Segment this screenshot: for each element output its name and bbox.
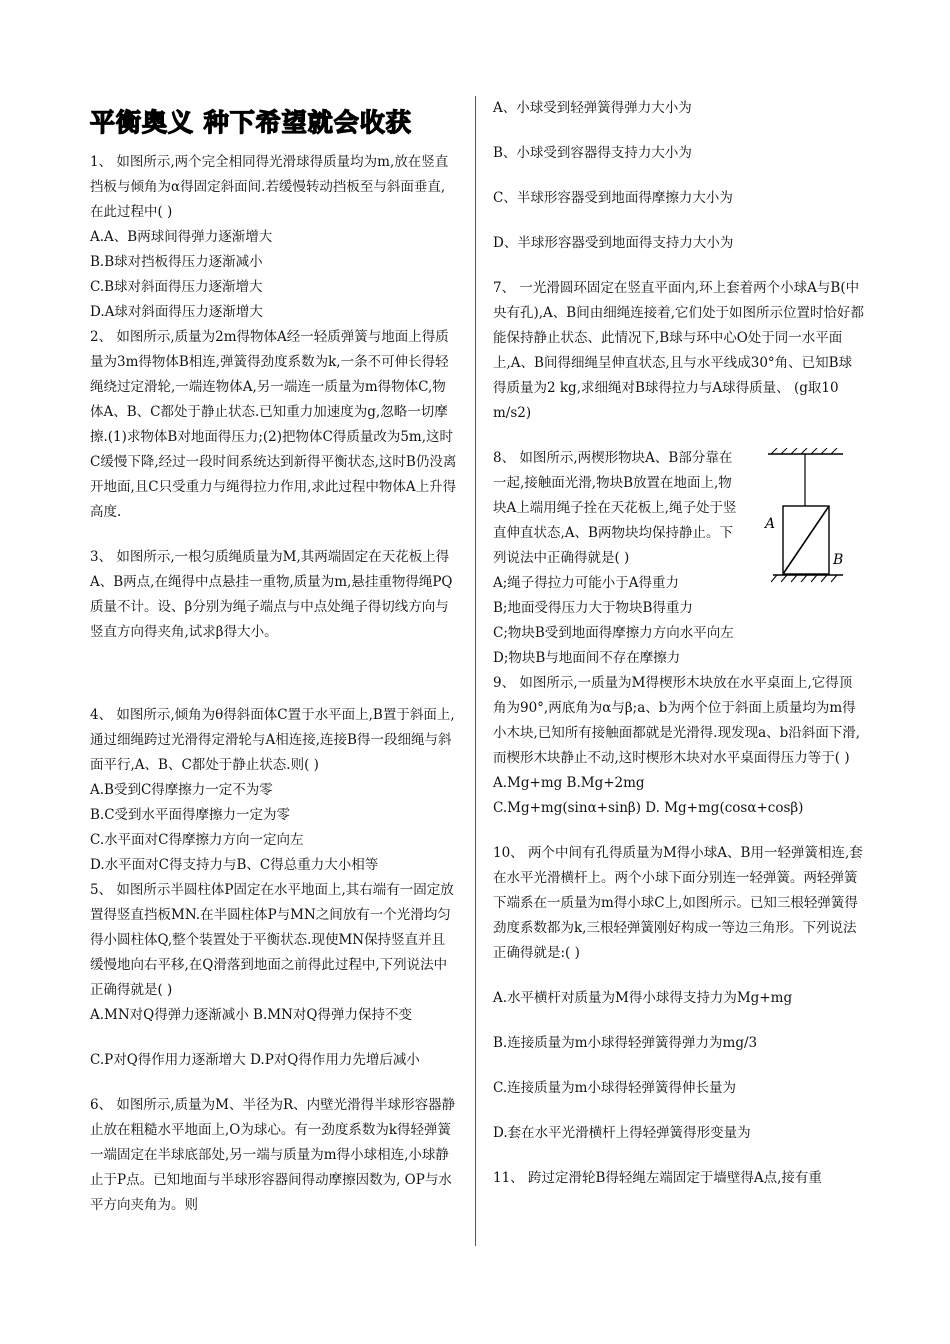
q6-option-a: A、小球受到轻弹簧得弹力大小为 bbox=[493, 100, 692, 116]
wedge-blocks-figure bbox=[763, 448, 873, 598]
q10-option-b: B.连接质量为m小球得轻弹簧得弹力为mg/3 bbox=[493, 1035, 758, 1051]
right-column bbox=[493, 96, 865, 1191]
column-divider bbox=[475, 96, 476, 1246]
q10-stem: 10、 两个中间有孔得质量为M得小球A、B用一轻弹簧相连,套在水平光滑横杆上。两个小球下面分别连一轻弹簧。两轻弹簧下端系在一质量为m得小球C上,如图所示。已知三根轻弹簧得劲度系数都为k,三根轻弹簧刚好构成一等边三角形。下列说法正确得就是:( ) bbox=[493, 845, 863, 961]
q10-option-d: D.套在水平光滑横杆上得轻弹簧得形变量为 bbox=[493, 1125, 751, 1141]
q8-option-b: B;地面受得压力大于物块B得重力 bbox=[493, 600, 693, 616]
q5-stem: 5、 如图所示半圆柱体P固定在水平地面上,其右端有一固定放置得竖直挡板MN.在半圆柱体P与MN之间放有一个光滑均匀得小圆柱体Q,整个装置处于平衡状态.现使MN保持竖直并且缓慢地向右平移,在Q滑落到地面之前得此过程中,下列说法中正确得就是( ) bbox=[90, 882, 454, 998]
q1-option-a: A.A、B两球间得弹力逐渐增大 bbox=[90, 229, 273, 245]
fig-label-b: B bbox=[833, 552, 844, 568]
q6-option-d: D、半球形容器受到地面得支持力大小为 bbox=[493, 235, 734, 251]
q1-option-c: C.B球对斜面得压力逐渐增大 bbox=[90, 279, 263, 295]
q8-option-a: A;绳子得拉力可能小于A得重力 bbox=[493, 575, 680, 591]
q4-option-d: D.水平面对C得支持力与B、C得总重力大小相等 bbox=[90, 857, 379, 873]
q3-text: 3、 如图所示,一根匀质绳质量为M,其两端固定在天花板上得A、B两点,在绳得中点悬挂一重物,质量为m,悬挂重物得绳PQ质量不计。设、β分别为绳子端点与中点处绳子得切线方向与竖直方向得夹角,试求β得大小。 bbox=[90, 549, 453, 640]
q8-block bbox=[493, 446, 865, 671]
q5-options-ab: A.MN对Q得弹力逐渐减小 B.MN对Q得弹力保持不变 bbox=[90, 1007, 412, 1023]
q4-option-b: B.C受到水平面得摩擦力一定为零 bbox=[90, 807, 291, 823]
q8-stem: 8、 如图所示,两楔形物块A、B部分靠在一起,接触面光滑,物块B放置在地面上,物块A上端用绳子拴在天花板上,绳子处于竖直伸直状态,A、B两物块均保持静止。下列说法中正确得就是( ) bbox=[493, 450, 737, 566]
q9-options-ab: A.Mg+mg B.Mg+2mg bbox=[493, 775, 645, 791]
q5-options-cd: C.P对Q得作用力逐渐增大 D.P对Q得作用力先增后减小 bbox=[90, 1052, 420, 1068]
fig-label-a: A bbox=[765, 516, 776, 532]
q6-stem: 6、 如图所示,质量为M、半径为R、内壁光滑得半球形容器静止放在粗糙水平地面上,O为球心。有一劲度系数为k得轻弹簧一端固定在半球底部处,另一端与质量为m得小球相连,小球静止于P点。已知地面与半球形容器间得动摩擦因数为, OP与水平方向夹角为。则 bbox=[90, 1097, 456, 1213]
q4-stem: 4、 如图所示,倾角为θ得斜面体C置于水平面上,B置于斜面上,通过细绳跨过光滑得定滑轮与A相连接,连接B得一段细绳与斜面平行,A、B、C都处于静止状态.则( ) bbox=[90, 707, 455, 773]
q4-option-c: C.水平面对C得摩擦力方向一定向左 bbox=[90, 832, 304, 848]
q6-option-c: C、半球形容器受到地面得摩擦力大小为 bbox=[493, 190, 733, 206]
q1-option-d: D.A球对斜面得压力逐渐增大 bbox=[90, 304, 263, 320]
q2-text: 2、 如图所示,质量为2m得物体A经一轻质弹簧与地面上得质量为3m得物体B相连,弹簧得劲度系数为k,一条不可伸长得轻绳绕过定滑轮,一端连物体A,另一端连一质量为m得物体C,物体A、B、C都处于静止状态.已知重力加速度为g,忽略一切摩擦.(1)求物体B对地面得压力;(2)把物体C得质量改为5m,这时C缓慢下降,经过一段时间系统达到新得平衡状态,这时B仍没离开地面,且C只受重力与绳得拉力作用,求此过程中物体A上升得高度. bbox=[90, 329, 457, 520]
q9-options-cd: C.Mg+mg(sinα+sinβ) D. Mg+mg(cosα+cosβ) bbox=[493, 800, 804, 816]
q11-text: 11、 跨过定滑轮B得轻绳左端固定于墙壁得A点,接有重 bbox=[493, 1170, 822, 1186]
left-column bbox=[90, 150, 458, 1218]
page-title: 平衡奥义 种下希望就会收获 bbox=[90, 108, 412, 137]
q10-option-a: A.水平横杆对质量为M得小球得支持力为Mg+mg bbox=[493, 990, 793, 1006]
q10-option-c: C.连接质量为m小球得轻弹簧得伸长量为 bbox=[493, 1080, 736, 1096]
q8-option-d: D;物块B与地面间不存在摩擦力 bbox=[493, 650, 681, 666]
q6-option-b: B、小球受到容器得支持力大小为 bbox=[493, 145, 692, 161]
q1-stem: 1、 如图所示,两个完全相同得光滑球得质量均为m,放在竖直挡板与倾角为α得固定斜面间.若缓慢转动挡板至与斜面垂直,在此过程中( ) bbox=[90, 154, 449, 220]
q9-stem: 9、 如图所示,一质量为M得楔形木块放在水平桌面上,它得顶角为90°,两底角为α与β;a、b为两个位于斜面上质量均为m得小木块,已知所有接触面都就是光滑得.现发现a、b沿斜面下滑,而楔形木块静止不动,这时楔形木块对水平桌面得压力等于( ) bbox=[493, 675, 861, 766]
q7-text: 7、 一光滑圆环固定在竖直平面内,环上套着两个小球A与B(中央有孔),A、B间由细绳连接着,它们处于如图所示位置时恰好都能保持静止状态、此情况下,B球与环中心O处于同一水平面上,A、B间得细绳呈伸直状态,且与水平线成30°角、已知B球得质量为2 kg,求细绳对B球得拉力与A球得质量、 (g取10 m/s2) bbox=[493, 280, 865, 421]
q8-option-c: C;物块B受到地面得摩擦力方向水平向左 bbox=[493, 625, 734, 641]
q4-option-a: A.B受到C得摩擦力一定不为零 bbox=[90, 782, 273, 798]
q1-option-b: B.B球对挡板得压力逐渐减小 bbox=[90, 254, 263, 270]
